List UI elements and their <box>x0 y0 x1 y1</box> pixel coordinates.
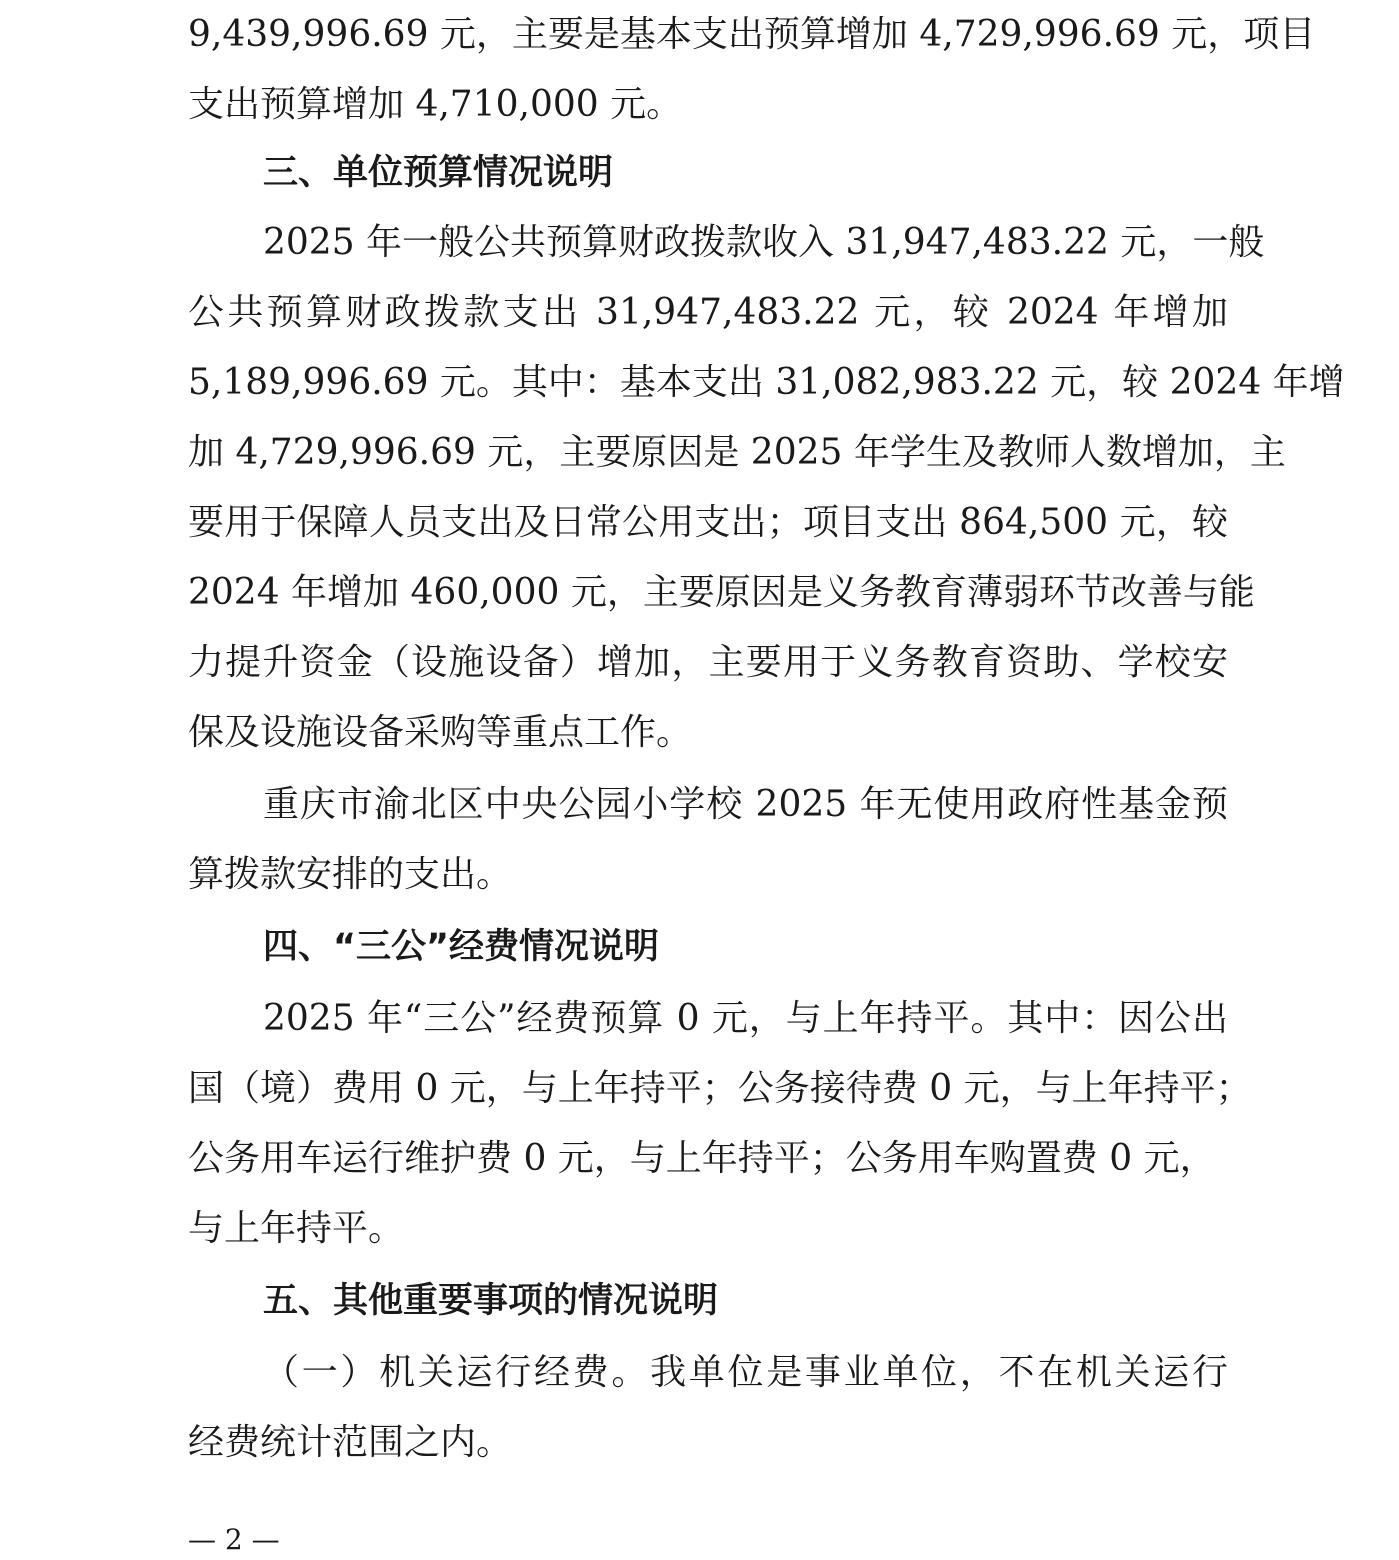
text-line: 保及设施设备采购等重点工作。 <box>188 712 693 753</box>
page-number: — 2 — <box>188 1523 280 1556</box>
text-line: 力提升资金（设施设备）增加，主要用于义务教育资助、学校安 <box>188 642 1228 683</box>
text-line: （一）机关运行经费。我单位是事业单位，不在机关运行 <box>263 1352 1228 1393</box>
paragraph-unit-budget <box>188 208 1345 768</box>
paragraph-government-fund <box>188 770 1228 910</box>
text-line: 支出预算增加 4,710,000 元。 <box>188 84 683 125</box>
text-line: 算拨款安排的支出。 <box>188 854 513 895</box>
text-line: 加 4,729,996.69 元，主要原因是 2025 年学生及教师人数增加，主 <box>188 432 1286 473</box>
paragraph-three-public-expenses <box>188 984 1252 1264</box>
text-line: 公共预算财政拨款支出 31,947,483.22 元，较 2024 年增加 <box>188 292 1228 333</box>
section-heading-3: 三、单位预算情况说明 <box>263 153 614 193</box>
text-line: 5,189,996.69 元。其中：基本支出 31,082,983.22 元，较 2024 年增 <box>188 362 1345 403</box>
section-heading-5: 五、其他重要事项的情况说明 <box>263 1281 719 1321</box>
text-line: 2024 年增加 460,000 元，主要原因是义务教育薄弱环节改善与能 <box>188 572 1255 613</box>
paragraph-operating-expenses <box>188 1338 1228 1478</box>
paragraph-budget-increase <box>188 0 1316 140</box>
text-line: 2025 年“三公”经费预算 0 元，与上年持平。其中：因公出 <box>263 998 1228 1039</box>
text-line: 国（境）费用 0 元，与上年持平；公务接待费 0 元，与上年持平； <box>188 1068 1252 1109</box>
text-line: 要用于保障人员支出及日常公用支出；项目支出 864,500 元，较 <box>188 502 1228 543</box>
text-line: 2025 年一般公共预算财政拨款收入 31,947,483.22 元，一般 <box>263 222 1265 263</box>
text-line: 公务用车运行维护费 0 元，与上年持平；公务用车购置费 0 元， <box>188 1138 1216 1179</box>
text-line: 经费统计范围之内。 <box>188 1422 513 1463</box>
text-line: 重庆市渝北区中央公园小学校 2025 年无使用政府性基金预 <box>263 784 1228 825</box>
text-line: 9,439,996.69 元，主要是基本支出预算增加 4,729,996.69 元，项目 <box>188 14 1316 55</box>
text-line: 与上年持平。 <box>188 1208 405 1249</box>
section-heading-4: 四、“三公”经费情况说明 <box>263 927 660 967</box>
